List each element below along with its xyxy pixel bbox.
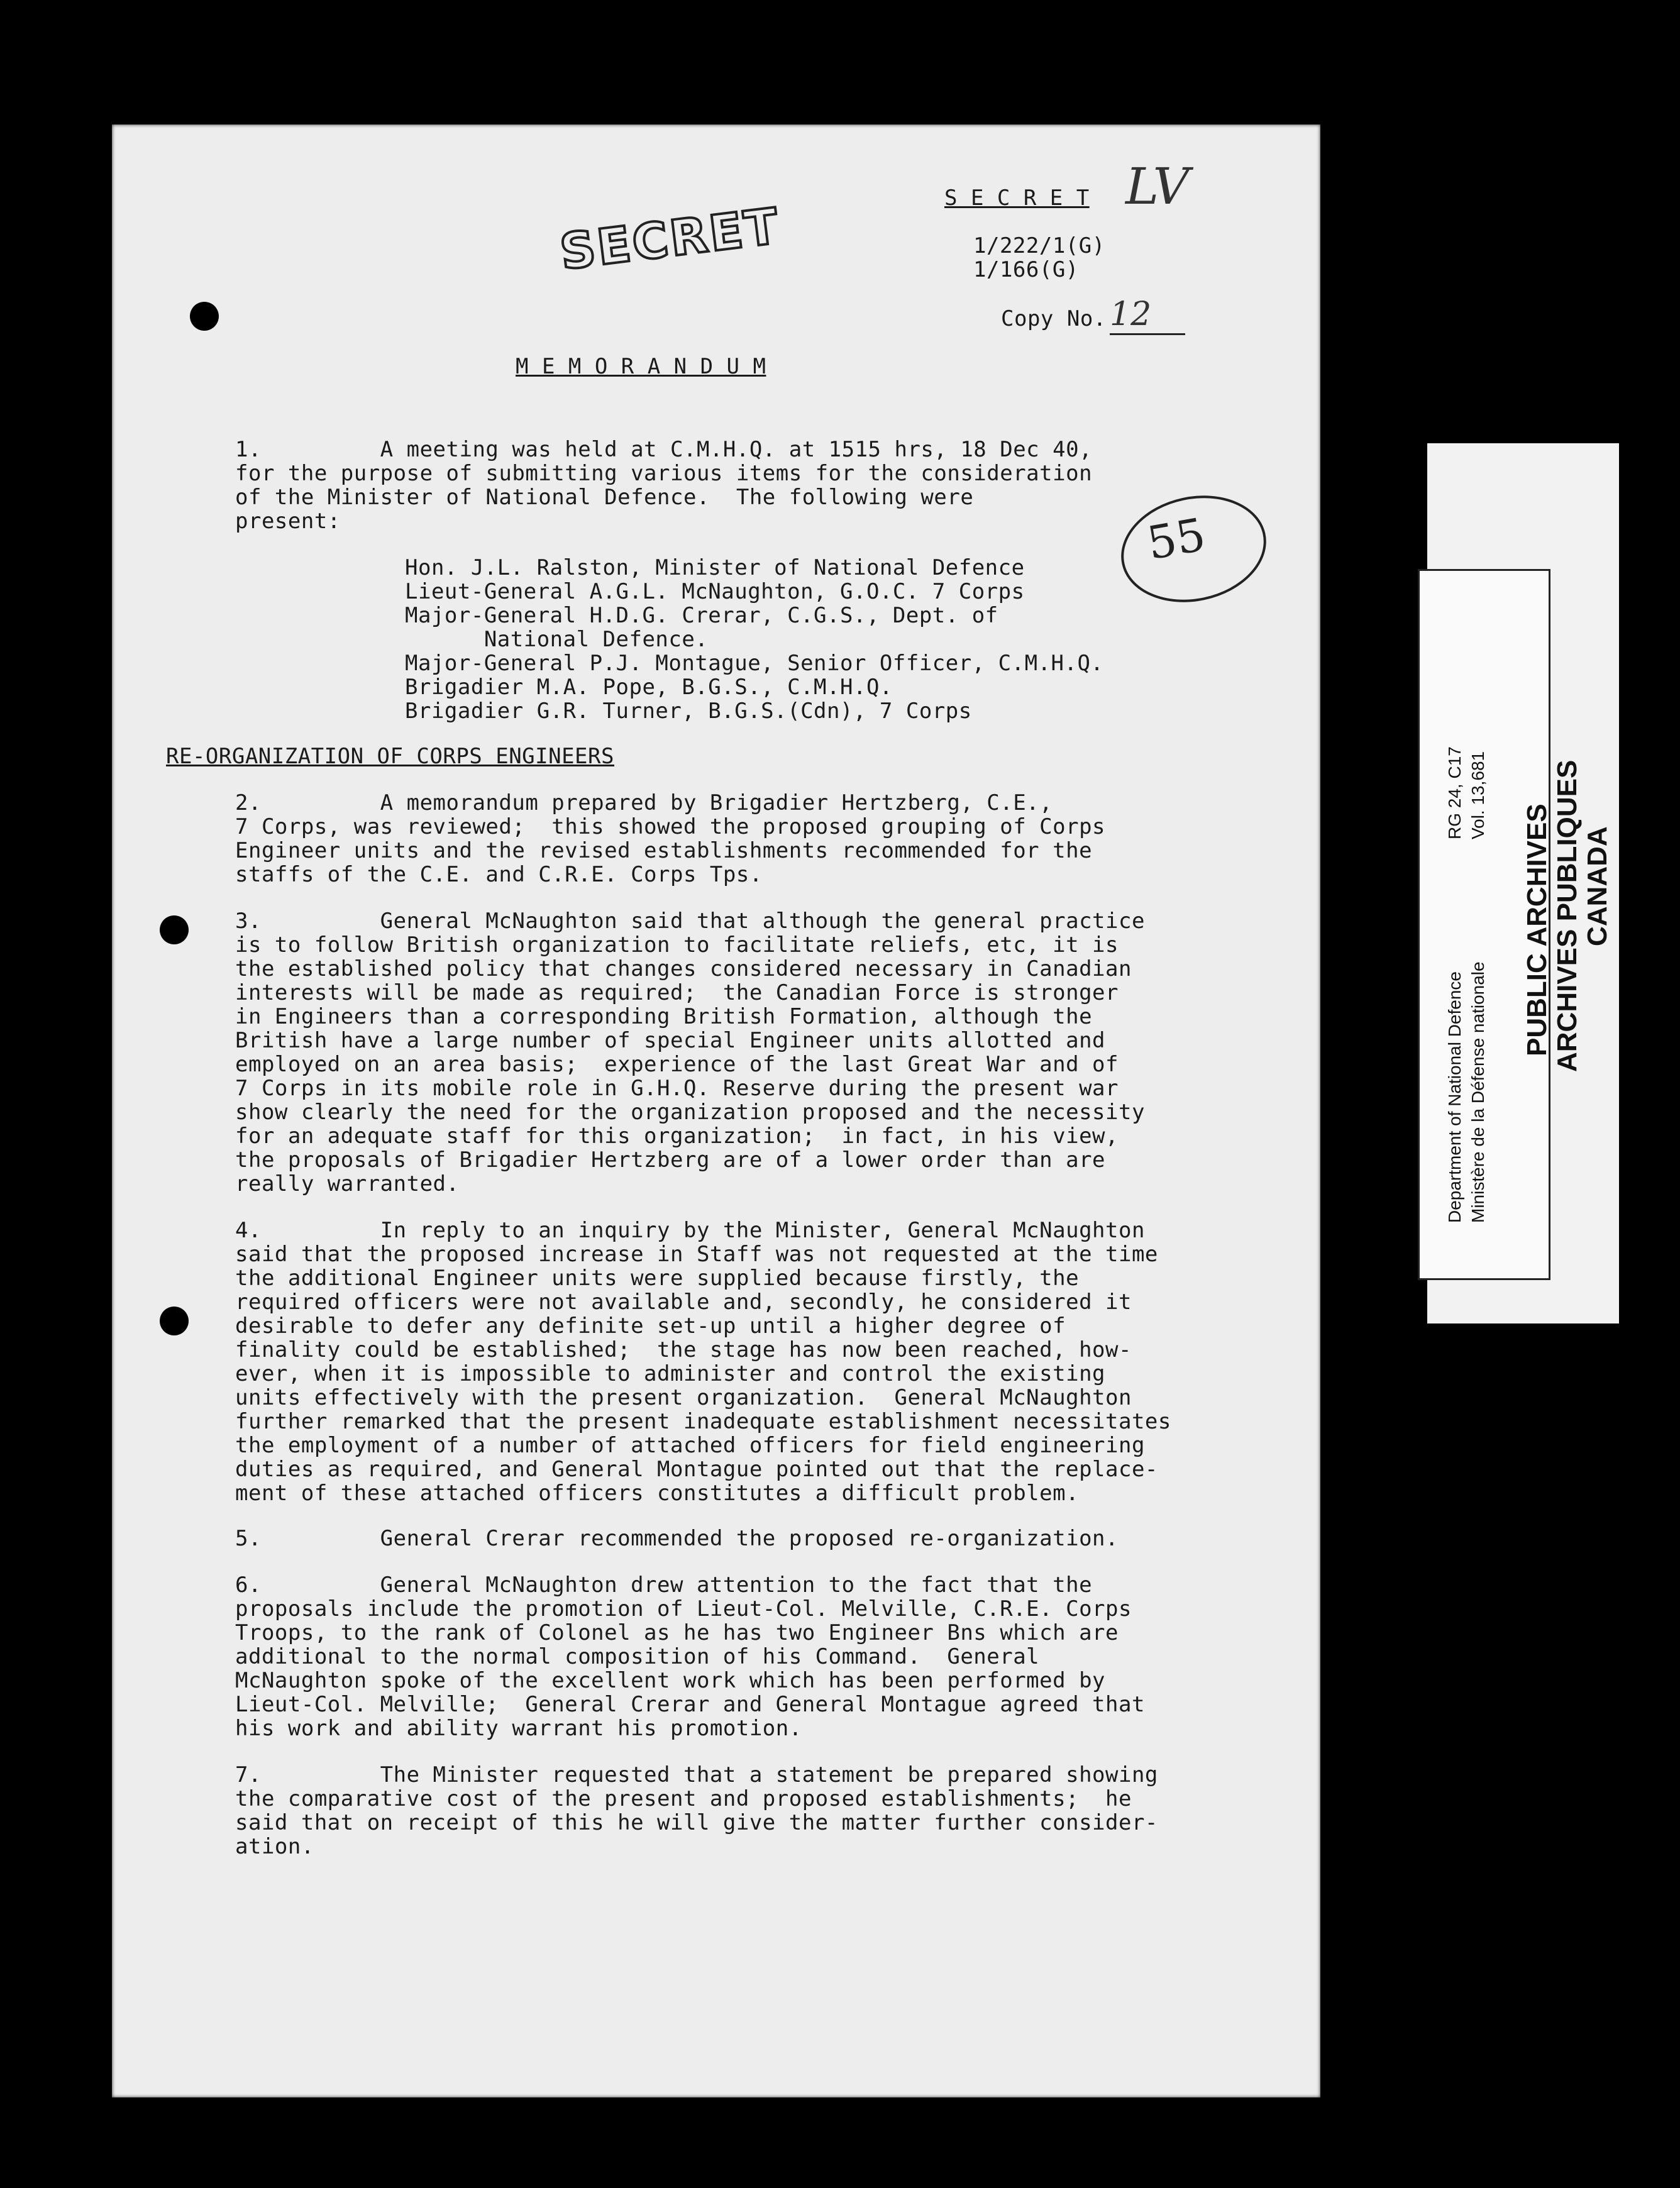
archive-ref-2: Vol. 13,681	[1468, 751, 1488, 839]
punch-hole	[160, 1307, 189, 1335]
corner-mark: LV	[1125, 157, 1190, 216]
classification-typed: S E C R E T	[944, 185, 1090, 211]
secret-stamp: SECRET	[556, 197, 783, 282]
attendee: Major-General H.D.G. Crerar, C.G.S., Dept. of	[405, 603, 998, 628]
attendee: National Defence.	[405, 627, 709, 652]
document-title: M E M O R A N D U M	[516, 354, 766, 379]
archive-ref-1: RG 24, C17	[1445, 746, 1464, 839]
file-reference: 1/166(G)	[973, 257, 1079, 282]
punch-hole	[160, 915, 189, 944]
attendee: Brigadier G.R. Turner, B.G.S.(Cdn), 7 Corps	[405, 699, 972, 724]
file-reference: 1/222/1(G)	[973, 233, 1105, 258]
department-en: Department of National Defence	[1445, 971, 1464, 1223]
attendee: Lieut-General A.G.L. McNaughton, G.O.C. 7 Corps	[405, 579, 1025, 604]
archive-name-1: PUBLIC ARCHIVES	[1522, 804, 1552, 1056]
copy-number: 12	[1110, 296, 1185, 335]
copy-label: Copy No.	[1001, 306, 1107, 331]
attendee: Brigadier M.A. Pope, B.G.S., C.M.H.Q.	[405, 675, 893, 700]
archive-name-2: ARCHIVES PUBLIQUES	[1552, 760, 1583, 1072]
section-heading: RE-ORGANIZATION OF CORPS ENGINEERS	[166, 744, 614, 769]
department-fr: Ministère de la Défense nationale	[1468, 961, 1488, 1223]
circled-annotation-text: 55	[1143, 507, 1210, 570]
attendee: Hon. J.L. Ralston, Minister of National Defence	[405, 555, 1025, 580]
attendee: Major-General P.J. Montague, Senior Officer, C.M.H.Q.	[405, 651, 1104, 676]
archive-name-3: CANADA	[1582, 826, 1613, 946]
punch-hole	[190, 302, 219, 331]
